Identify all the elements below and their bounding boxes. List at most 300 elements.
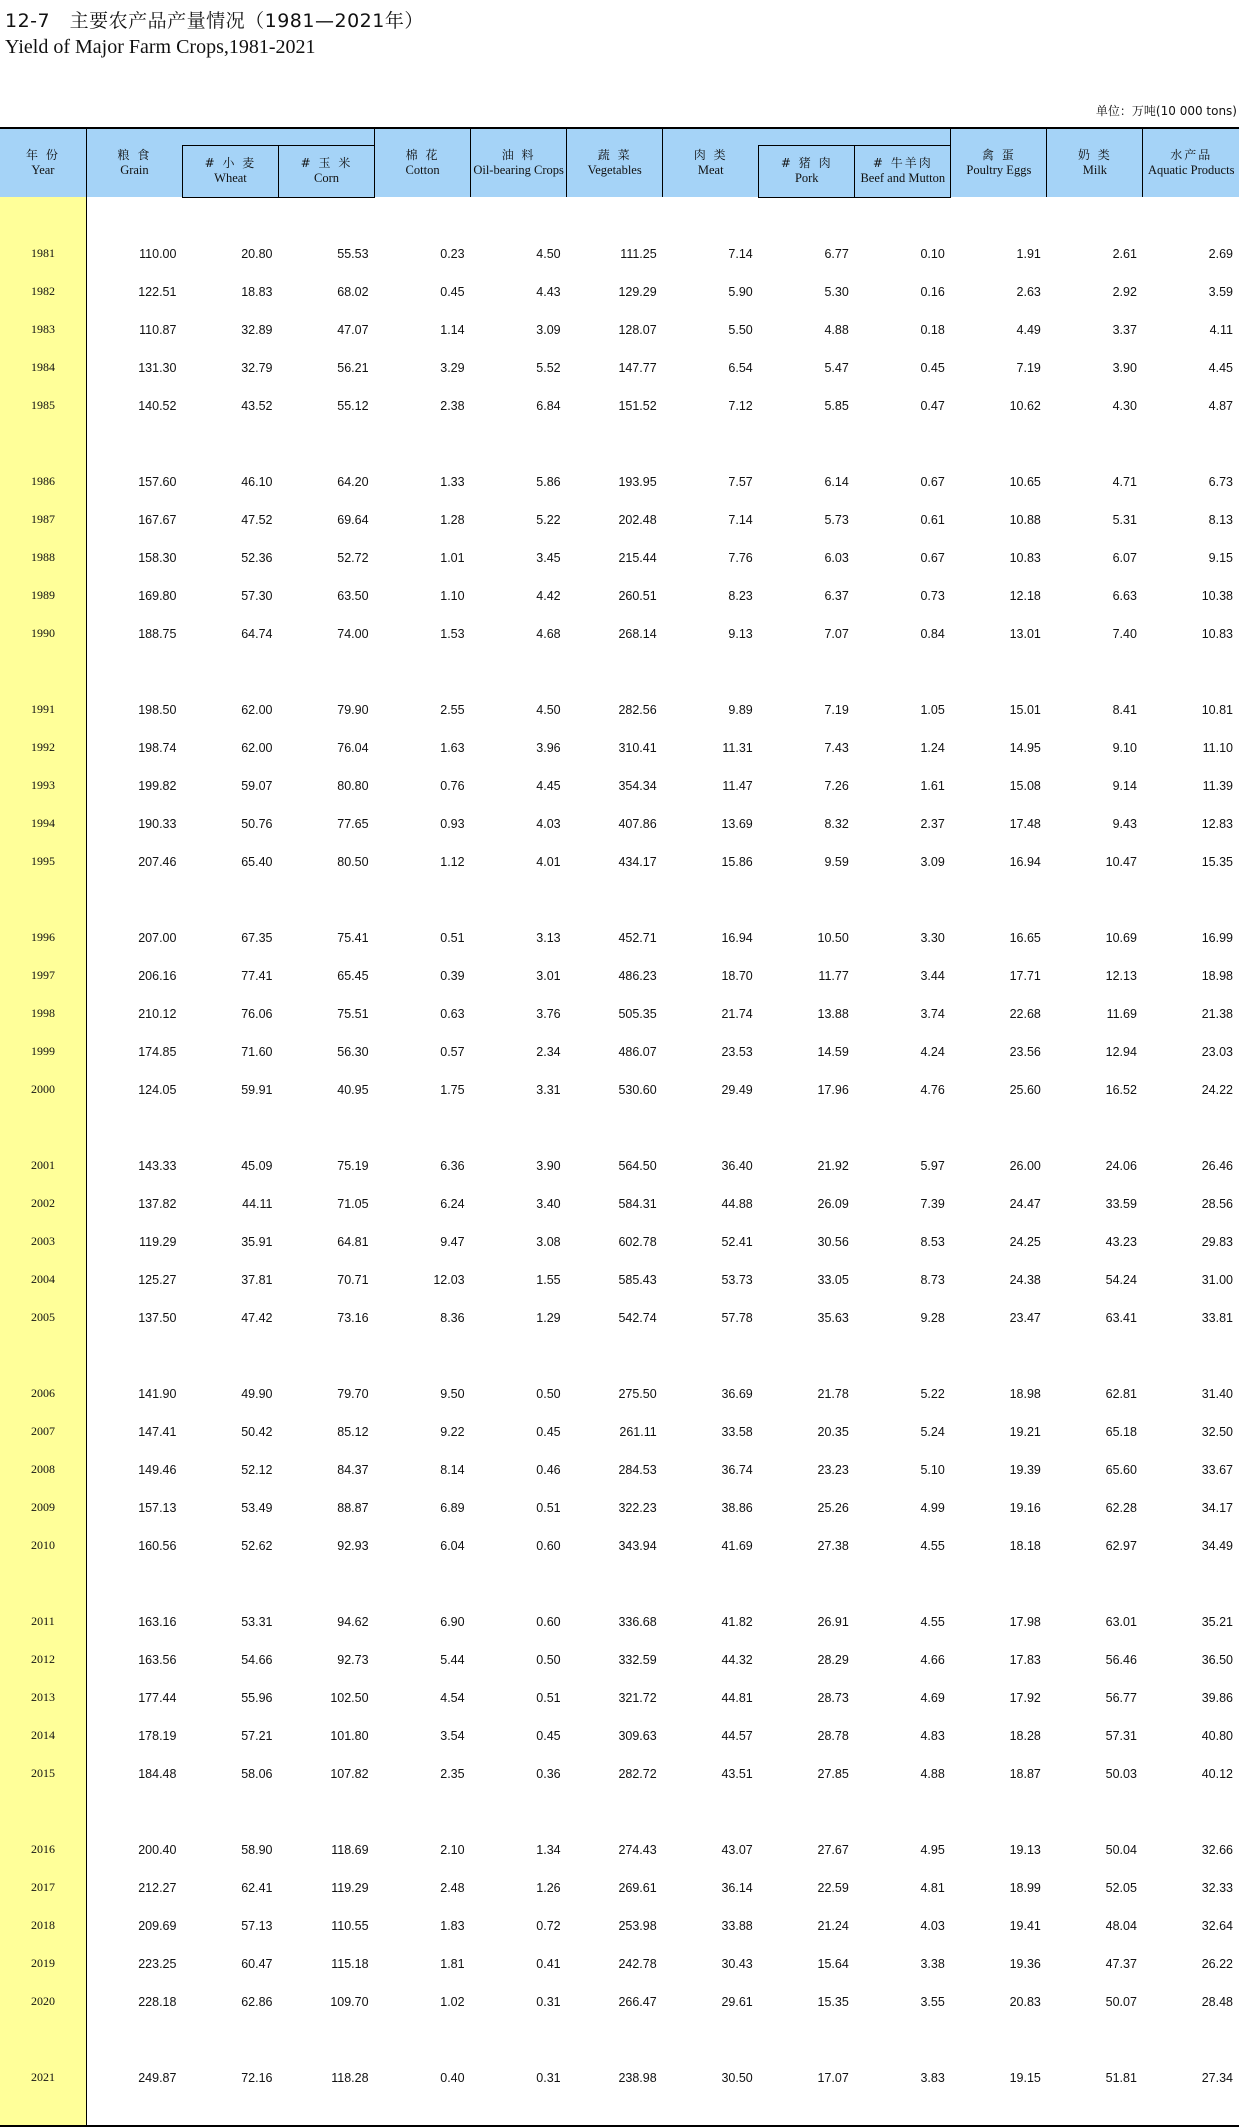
table-row — [0, 726, 1239, 764]
value-cell: 44.57 — [721, 1728, 753, 1743]
value-cell: 2.35 — [440, 1766, 465, 1781]
value-cell: 4.95 — [920, 1842, 945, 1857]
value-cell: 94.62 — [337, 1614, 369, 1629]
value-cell: 4.03 — [536, 816, 561, 831]
table-row — [0, 1144, 1239, 1182]
value-cell: 25.26 — [817, 1500, 849, 1515]
year-cell: 2008 — [0, 1448, 86, 1486]
value-cell: 84.37 — [337, 1462, 369, 1477]
farm-crops-table — [0, 127, 1239, 2127]
value-cell: 242.78 — [618, 1956, 657, 1971]
value-cell — [1047, 650, 1143, 688]
value-cell — [567, 878, 663, 916]
value-cell: 11.10 — [1202, 740, 1233, 755]
value-cell: 119.29 — [331, 1880, 369, 1895]
value-cell: 151.52 — [618, 398, 657, 413]
value-cell: 50.42 — [241, 1424, 273, 1439]
year-cell: 2005 — [0, 1296, 86, 1334]
value-cell: 47.52 — [241, 512, 273, 527]
value-cell: 6.89 — [440, 1500, 465, 1515]
year-cell: 2009 — [0, 1486, 86, 1524]
value-cell — [182, 1334, 278, 1372]
value-cell — [855, 422, 951, 460]
value-cell: 4.66 — [920, 1652, 945, 1667]
value-cell: 34.49 — [1201, 1538, 1233, 1553]
value-cell — [375, 1334, 471, 1372]
value-cell: 73.16 — [337, 1310, 369, 1325]
value-cell: 124.05 — [138, 1082, 177, 1097]
value-cell: 15.86 — [721, 854, 753, 869]
value-cell: 160.56 — [138, 1538, 177, 1553]
value-cell: 21.74 — [721, 1006, 753, 1021]
value-cell: 9.15 — [1208, 550, 1233, 565]
value-cell: 2.63 — [1016, 284, 1041, 299]
value-cell: 118.28 — [331, 2070, 369, 2085]
value-cell — [1143, 1106, 1239, 1144]
value-cell — [663, 2094, 759, 2126]
year-cell — [0, 1790, 86, 1828]
year-cell: 2000 — [0, 1068, 86, 1106]
header-year: 年 份 Year — [0, 128, 86, 197]
value-cell: 2.55 — [440, 702, 465, 717]
value-cell: 4.55 — [920, 1614, 945, 1629]
value-cell: 3.90 — [1112, 360, 1137, 375]
value-cell — [471, 1334, 567, 1372]
value-cell: 16.99 — [1201, 930, 1233, 945]
value-cell: 3.40 — [536, 1196, 561, 1211]
value-cell: 228.18 — [138, 1994, 177, 2009]
value-cell — [855, 1334, 951, 1372]
value-cell: 118.69 — [331, 1842, 369, 1857]
value-cell: 36.69 — [721, 1386, 753, 1401]
value-cell: 3.90 — [536, 1158, 561, 1173]
value-cell: 15.01 — [1009, 702, 1041, 717]
value-cell — [663, 197, 759, 232]
value-cell: 57.30 — [241, 588, 273, 603]
value-cell: 0.31 — [536, 2070, 561, 2085]
value-cell — [567, 197, 663, 232]
header-poultry-eggs: 禽 蛋 Poultry Eggs — [951, 128, 1047, 197]
value-cell: 5.30 — [824, 284, 849, 299]
value-cell: 101.80 — [330, 1728, 369, 1743]
value-cell: 602.78 — [618, 1234, 657, 1249]
value-cell — [279, 1790, 375, 1828]
value-cell — [471, 878, 567, 916]
value-cell: 3.09 — [536, 322, 561, 337]
year-cell: 1985 — [0, 384, 86, 422]
value-cell — [567, 1790, 663, 1828]
year-cell: 1994 — [0, 802, 86, 840]
year-cell: 1987 — [0, 498, 86, 536]
value-cell: 13.69 — [721, 816, 753, 831]
value-cell: 434.17 — [618, 854, 657, 869]
value-cell: 2.37 — [920, 816, 945, 831]
value-cell — [1143, 197, 1239, 232]
value-cell: 163.56 — [138, 1652, 177, 1667]
value-cell: 158.30 — [138, 550, 177, 565]
value-cell: 9.14 — [1112, 778, 1137, 793]
value-cell: 65.18 — [1105, 1424, 1137, 1439]
value-cell: 44.81 — [721, 1690, 753, 1705]
value-cell — [375, 878, 471, 916]
value-cell: 18.83 — [241, 284, 273, 299]
value-cell: 486.23 — [618, 968, 657, 983]
spacer-row — [0, 2094, 1239, 2126]
value-cell — [1047, 2018, 1143, 2056]
value-cell: 55.53 — [337, 246, 369, 261]
value-cell: 4.45 — [1208, 360, 1233, 375]
value-cell: 4.42 — [536, 588, 561, 603]
year-cell — [0, 1562, 86, 1600]
value-cell: 15.08 — [1009, 778, 1041, 793]
value-cell — [1047, 422, 1143, 460]
year-cell: 1989 — [0, 574, 86, 612]
value-cell — [663, 878, 759, 916]
year-cell: 1986 — [0, 460, 86, 498]
table-row — [0, 1486, 1239, 1524]
value-cell: 10.88 — [1009, 512, 1041, 527]
value-cell: 16.52 — [1105, 1082, 1137, 1097]
value-cell — [279, 650, 375, 688]
year-cell: 2020 — [0, 1980, 86, 2018]
value-cell: 36.14 — [721, 1880, 753, 1895]
value-cell: 16.65 — [1009, 930, 1041, 945]
value-cell: 13.01 — [1009, 626, 1041, 641]
value-cell — [855, 1790, 951, 1828]
value-cell: 4.68 — [536, 626, 561, 641]
value-cell — [855, 1106, 951, 1144]
table-row — [0, 1752, 1239, 1790]
value-cell — [951, 1790, 1047, 1828]
value-cell — [951, 2094, 1047, 2126]
value-cell — [1047, 1106, 1143, 1144]
value-cell: 7.19 — [1016, 360, 1041, 375]
value-cell: 284.53 — [618, 1462, 657, 1477]
value-cell: 530.60 — [618, 1082, 657, 1097]
value-cell: 26.91 — [817, 1614, 849, 1629]
value-cell: 20.35 — [817, 1424, 849, 1439]
value-cell: 65.45 — [337, 968, 369, 983]
value-cell: 238.98 — [618, 2070, 657, 2085]
value-cell: 4.55 — [920, 1538, 945, 1553]
year-cell: 2014 — [0, 1714, 86, 1752]
value-cell — [375, 2094, 471, 2126]
value-cell: 43.07 — [721, 1842, 753, 1857]
value-cell: 53.49 — [241, 1500, 273, 1515]
value-cell — [759, 2094, 855, 2126]
value-cell: 18.18 — [1009, 1538, 1041, 1553]
value-cell: 206.16 — [138, 968, 177, 983]
value-cell: 64.74 — [241, 626, 273, 641]
value-cell: 28.78 — [817, 1728, 849, 1743]
value-cell: 44.11 — [242, 1196, 273, 1211]
value-cell: 16.94 — [721, 930, 753, 945]
value-cell: 25.60 — [1009, 1082, 1041, 1097]
table-header — [0, 128, 1239, 197]
year-cell — [0, 1106, 86, 1144]
value-cell — [855, 2094, 951, 2126]
value-cell: 31.40 — [1201, 1386, 1233, 1401]
table-row — [0, 954, 1239, 992]
value-cell: 41.82 — [721, 1614, 753, 1629]
table-row — [0, 1220, 1239, 1258]
value-cell: 22.59 — [817, 1880, 849, 1895]
year-cell: 1995 — [0, 840, 86, 878]
value-cell: 24.47 — [1009, 1196, 1041, 1211]
value-cell: 68.02 — [337, 284, 369, 299]
year-cell — [0, 422, 86, 460]
value-cell: 12.03 — [433, 1272, 465, 1287]
value-cell: 3.37 — [1112, 322, 1137, 337]
value-cell: 30.43 — [721, 1956, 753, 1971]
header-beef-and-mutton: # 牛羊肉 Beef and Mutton — [855, 145, 951, 197]
table-row — [0, 1372, 1239, 1410]
spacer-row — [0, 1562, 1239, 1600]
table-row — [0, 498, 1239, 536]
value-cell: 56.30 — [337, 1044, 369, 1059]
value-cell: 31.00 — [1201, 1272, 1233, 1287]
year-cell — [0, 2018, 86, 2056]
value-cell: 36.74 — [721, 1462, 753, 1477]
value-cell: 1.83 — [440, 1918, 465, 1933]
value-cell: 4.03 — [920, 1918, 945, 1933]
value-cell: 10.38 — [1201, 588, 1233, 603]
value-cell — [375, 650, 471, 688]
value-cell: 2.48 — [440, 1880, 465, 1895]
value-cell: 5.22 — [536, 512, 561, 527]
value-cell: 0.61 — [920, 512, 945, 527]
value-cell: 23.47 — [1009, 1310, 1041, 1325]
table-row — [0, 270, 1239, 308]
value-cell: 2.61 — [1112, 246, 1137, 261]
value-cell: 1.34 — [536, 1842, 561, 1857]
table-row — [0, 460, 1239, 498]
value-cell: 62.28 — [1105, 1500, 1137, 1515]
value-cell: 4.88 — [920, 1766, 945, 1781]
value-cell: 6.84 — [536, 398, 561, 413]
year-cell: 1992 — [0, 726, 86, 764]
value-cell: 38.86 — [721, 1500, 753, 1515]
value-cell: 310.41 — [618, 740, 657, 755]
value-cell: 23.53 — [721, 1044, 753, 1059]
table-row — [0, 764, 1239, 802]
value-cell: 32.33 — [1201, 1880, 1233, 1895]
value-cell: 274.43 — [618, 1842, 657, 1857]
year-cell: 1996 — [0, 916, 86, 954]
value-cell: 48.04 — [1105, 1918, 1137, 1933]
value-cell: 7.40 — [1112, 626, 1137, 641]
value-cell: 26.09 — [817, 1196, 849, 1211]
value-cell: 193.95 — [618, 474, 657, 489]
value-cell: 18.99 — [1009, 1880, 1041, 1895]
value-cell: 77.41 — [241, 968, 273, 983]
value-cell: 9.22 — [440, 1424, 465, 1439]
value-cell: 3.09 — [920, 854, 945, 869]
value-cell — [1047, 2094, 1143, 2126]
value-cell: 5.90 — [728, 284, 753, 299]
value-cell — [663, 1790, 759, 1828]
value-cell: 343.94 — [618, 1538, 657, 1553]
spacer-row — [0, 1106, 1239, 1144]
value-cell: 167.67 — [138, 512, 177, 527]
value-cell — [663, 1106, 759, 1144]
value-cell: 6.36 — [440, 1158, 465, 1173]
value-cell: 47.07 — [337, 322, 369, 337]
value-cell — [182, 1106, 278, 1144]
value-cell — [759, 422, 855, 460]
value-cell: 3.76 — [536, 1006, 561, 1021]
value-cell — [1047, 1562, 1143, 1600]
year-cell: 2004 — [0, 1258, 86, 1296]
value-cell: 266.47 — [618, 1994, 657, 2009]
value-cell: 18.98 — [1201, 968, 1233, 983]
value-cell: 0.51 — [440, 930, 465, 945]
value-cell: 13.88 — [817, 1006, 849, 1021]
value-cell: 23.56 — [1009, 1044, 1041, 1059]
value-cell: 9.59 — [824, 854, 849, 869]
unit-label: 单位：万吨(10 000 tons) — [1095, 104, 1237, 118]
table-row — [0, 1904, 1239, 1942]
value-cell: 3.74 — [920, 1006, 945, 1021]
value-cell: 67.35 — [241, 930, 273, 945]
value-cell: 7.12 — [728, 398, 753, 413]
value-cell: 4.49 — [1016, 322, 1041, 337]
value-cell: 223.25 — [138, 1956, 177, 1971]
value-cell: 3.45 — [536, 550, 561, 565]
value-cell: 0.45 — [920, 360, 945, 375]
value-cell: 58.90 — [241, 1842, 273, 1857]
value-cell: 27.38 — [817, 1538, 849, 1553]
table-row — [0, 1296, 1239, 1334]
value-cell: 8.41 — [1112, 702, 1137, 717]
value-cell: 8.36 — [440, 1310, 465, 1325]
value-cell: 7.14 — [728, 246, 753, 261]
value-cell: 321.72 — [618, 1690, 657, 1705]
value-cell: 50.03 — [1105, 1766, 1137, 1781]
value-cell — [471, 2018, 567, 2056]
value-cell — [951, 422, 1047, 460]
value-cell: 92.93 — [337, 1538, 369, 1553]
value-cell: 137.50 — [138, 1310, 177, 1325]
value-cell: 4.81 — [920, 1880, 945, 1895]
table-row — [0, 688, 1239, 726]
value-cell: 564.50 — [618, 1158, 657, 1173]
value-cell: 24.06 — [1105, 1158, 1137, 1173]
table-row — [0, 992, 1239, 1030]
value-cell: 7.14 — [728, 512, 753, 527]
year-cell: 1991 — [0, 688, 86, 726]
year-cell: 1993 — [0, 764, 86, 802]
value-cell: 4.99 — [920, 1500, 945, 1515]
value-cell — [375, 1562, 471, 1600]
value-cell: 4.11 — [1209, 322, 1233, 337]
value-cell: 28.48 — [1201, 1994, 1233, 2009]
value-cell: 21.92 — [817, 1158, 849, 1173]
value-cell: 0.76 — [440, 778, 465, 793]
value-cell: 11.39 — [1202, 778, 1233, 793]
value-cell: 10.62 — [1009, 398, 1041, 413]
value-cell: 198.74 — [138, 740, 177, 755]
value-cell — [279, 197, 375, 232]
value-cell: 32.66 — [1201, 1842, 1233, 1857]
value-cell: 54.24 — [1105, 1272, 1137, 1287]
value-cell: 40.80 — [1201, 1728, 1233, 1743]
value-cell — [663, 1562, 759, 1600]
value-cell: 200.40 — [138, 1842, 177, 1857]
value-cell: 92.73 — [337, 1652, 369, 1667]
value-cell: 5.85 — [824, 398, 849, 413]
year-cell: 1997 — [0, 954, 86, 992]
value-cell: 5.47 — [824, 360, 849, 375]
table-row — [0, 1980, 1239, 2018]
year-cell: 1982 — [0, 270, 86, 308]
value-cell — [86, 1790, 182, 1828]
value-cell: 43.51 — [721, 1766, 753, 1781]
value-cell: 6.90 — [440, 1614, 465, 1629]
value-cell: 9.47 — [440, 1234, 465, 1249]
value-cell: 76.06 — [241, 1006, 273, 1021]
value-cell: 45.09 — [241, 1158, 273, 1173]
value-cell: 4.50 — [536, 702, 561, 717]
value-cell: 2.34 — [536, 1044, 561, 1059]
value-cell: 75.51 — [337, 1006, 369, 1021]
value-cell: 30.56 — [817, 1234, 849, 1249]
table-row — [0, 612, 1239, 650]
value-cell: 198.50 — [138, 702, 177, 717]
value-cell: 1.05 — [920, 702, 945, 717]
value-cell: 2.69 — [1208, 246, 1233, 261]
value-cell — [855, 197, 951, 232]
value-cell: 5.73 — [824, 512, 849, 527]
value-cell — [1143, 2094, 1239, 2126]
value-cell: 2.10 — [440, 1842, 465, 1857]
value-cell: 0.51 — [536, 1500, 561, 1515]
value-cell: 70.71 — [337, 1272, 369, 1287]
value-cell: 149.46 — [138, 1462, 177, 1477]
value-cell: 12.83 — [1201, 816, 1233, 831]
table-row — [0, 1258, 1239, 1296]
value-cell: 5.24 — [920, 1424, 945, 1439]
value-cell: 53.31 — [241, 1614, 273, 1629]
value-cell: 10.50 — [817, 930, 849, 945]
year-cell: 2018 — [0, 1904, 86, 1942]
value-cell: 3.83 — [920, 2070, 945, 2085]
value-cell — [855, 2018, 951, 2056]
value-cell: 131.30 — [138, 360, 177, 375]
value-cell: 0.39 — [440, 968, 465, 983]
value-cell: 199.82 — [138, 778, 177, 793]
table-row — [0, 1828, 1239, 1866]
value-cell: 28.56 — [1201, 1196, 1233, 1211]
value-cell: 212.27 — [138, 1880, 177, 1895]
value-cell: 4.24 — [920, 1044, 945, 1059]
value-cell: 17.48 — [1009, 816, 1041, 831]
value-cell: 17.98 — [1009, 1614, 1041, 1629]
value-cell: 57.78 — [721, 1310, 753, 1325]
year-cell: 2010 — [0, 1524, 86, 1562]
value-cell: 29.61 — [721, 1994, 753, 2009]
value-cell — [86, 1562, 182, 1600]
value-cell: 77.65 — [337, 816, 369, 831]
value-cell: 56.21 — [337, 360, 369, 375]
value-cell: 43.52 — [241, 398, 273, 413]
value-cell: 39.86 — [1201, 1690, 1233, 1705]
spacer-row — [0, 650, 1239, 688]
value-cell: 24.22 — [1201, 1082, 1233, 1097]
value-cell: 115.18 — [331, 1956, 369, 1971]
value-cell: 174.85 — [138, 1044, 177, 1059]
value-cell — [279, 1106, 375, 1144]
